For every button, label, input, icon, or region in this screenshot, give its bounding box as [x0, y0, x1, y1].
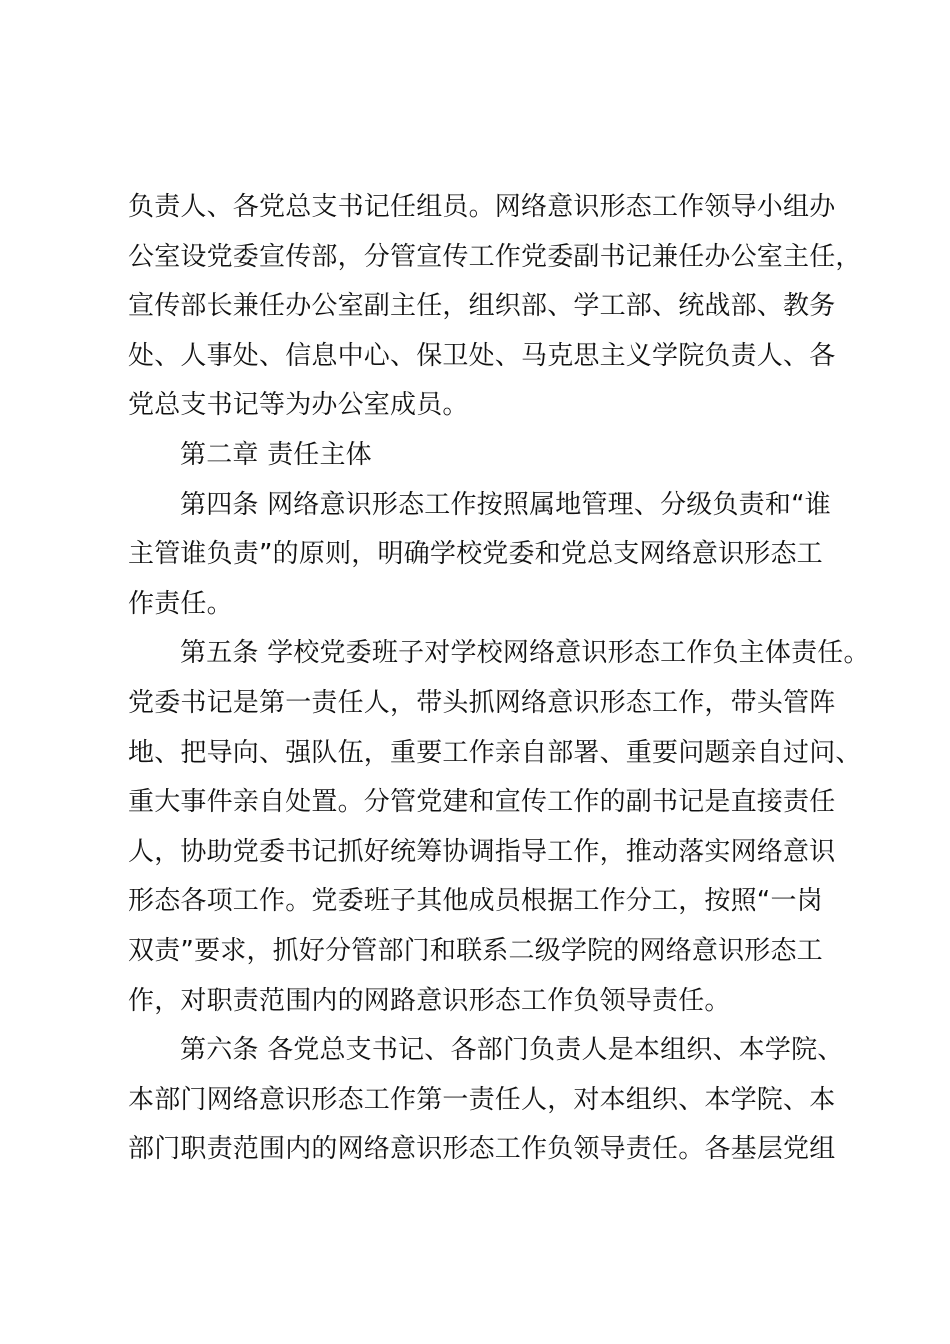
article-5-line: 第五条 学校党委班子对学校网络意识形态工作负主体责任。 — [180, 638, 870, 669]
article-4-line: 第四条 网络意识形态工作按照属地管理、分级负责和“谁 — [180, 489, 831, 520]
body-line: 双责”要求，抓好分管部门和联系二级学院的网络意识形态工 — [128, 935, 823, 966]
document-body — [128, 183, 870, 1175]
body-line: 党总支书记等为办公室成员。 — [128, 390, 469, 421]
body-line: 作，对职责范围内的网路意识形态工作负领导责任。 — [128, 985, 731, 1016]
body-line: 地、把导向、强队伍，重要工作亲自部署、重要问题亲自过问、 — [128, 737, 862, 768]
body-line: 主管谁负责”的原则，明确学校党委和党总支网络意识形态工 — [128, 539, 823, 570]
body-line: 形态各项工作。党委班子其他成员根据工作分工，按照“一岗 — [128, 886, 823, 917]
article-6-line: 第六条 各党总支书记、各部门负责人是本组织、本学院、 — [180, 1035, 844, 1066]
body-line: 宣传部长兼任办公室副主任，组织部、学工部、统战部、教务 — [128, 291, 836, 322]
body-line: 处、人事处、信息中心、保卫处、马克思主义学院负责人、各 — [128, 340, 836, 371]
body-line: 党委书记是第一责任人，带头抓网络意识形态工作，带头管阵 — [128, 687, 836, 718]
body-line: 负责人、各党总支书记任组员。网络意识形态工作领导小组办 — [128, 192, 836, 222]
body-line: 人，协助党委书记抓好统筹协调指导工作，推动落实网络意识 — [128, 836, 836, 867]
chapter-heading: 第二章 责任主体 — [180, 439, 372, 470]
body-line: 重大事件亲自处置。分管党建和宣传工作的副书记是直接责任 — [128, 787, 836, 818]
body-line: 作责任。 — [128, 588, 233, 619]
body-line: 本部门网络意识形态工作第一责任人，对本组织、本学院、本 — [128, 1084, 836, 1115]
body-line: 部门职责范围内的网络意识形态工作负领导责任。各基层党组 — [128, 1134, 836, 1165]
body-line: 公室设党委宣传部，分管宣传工作党委副书记兼任办公室主任， — [128, 241, 862, 272]
